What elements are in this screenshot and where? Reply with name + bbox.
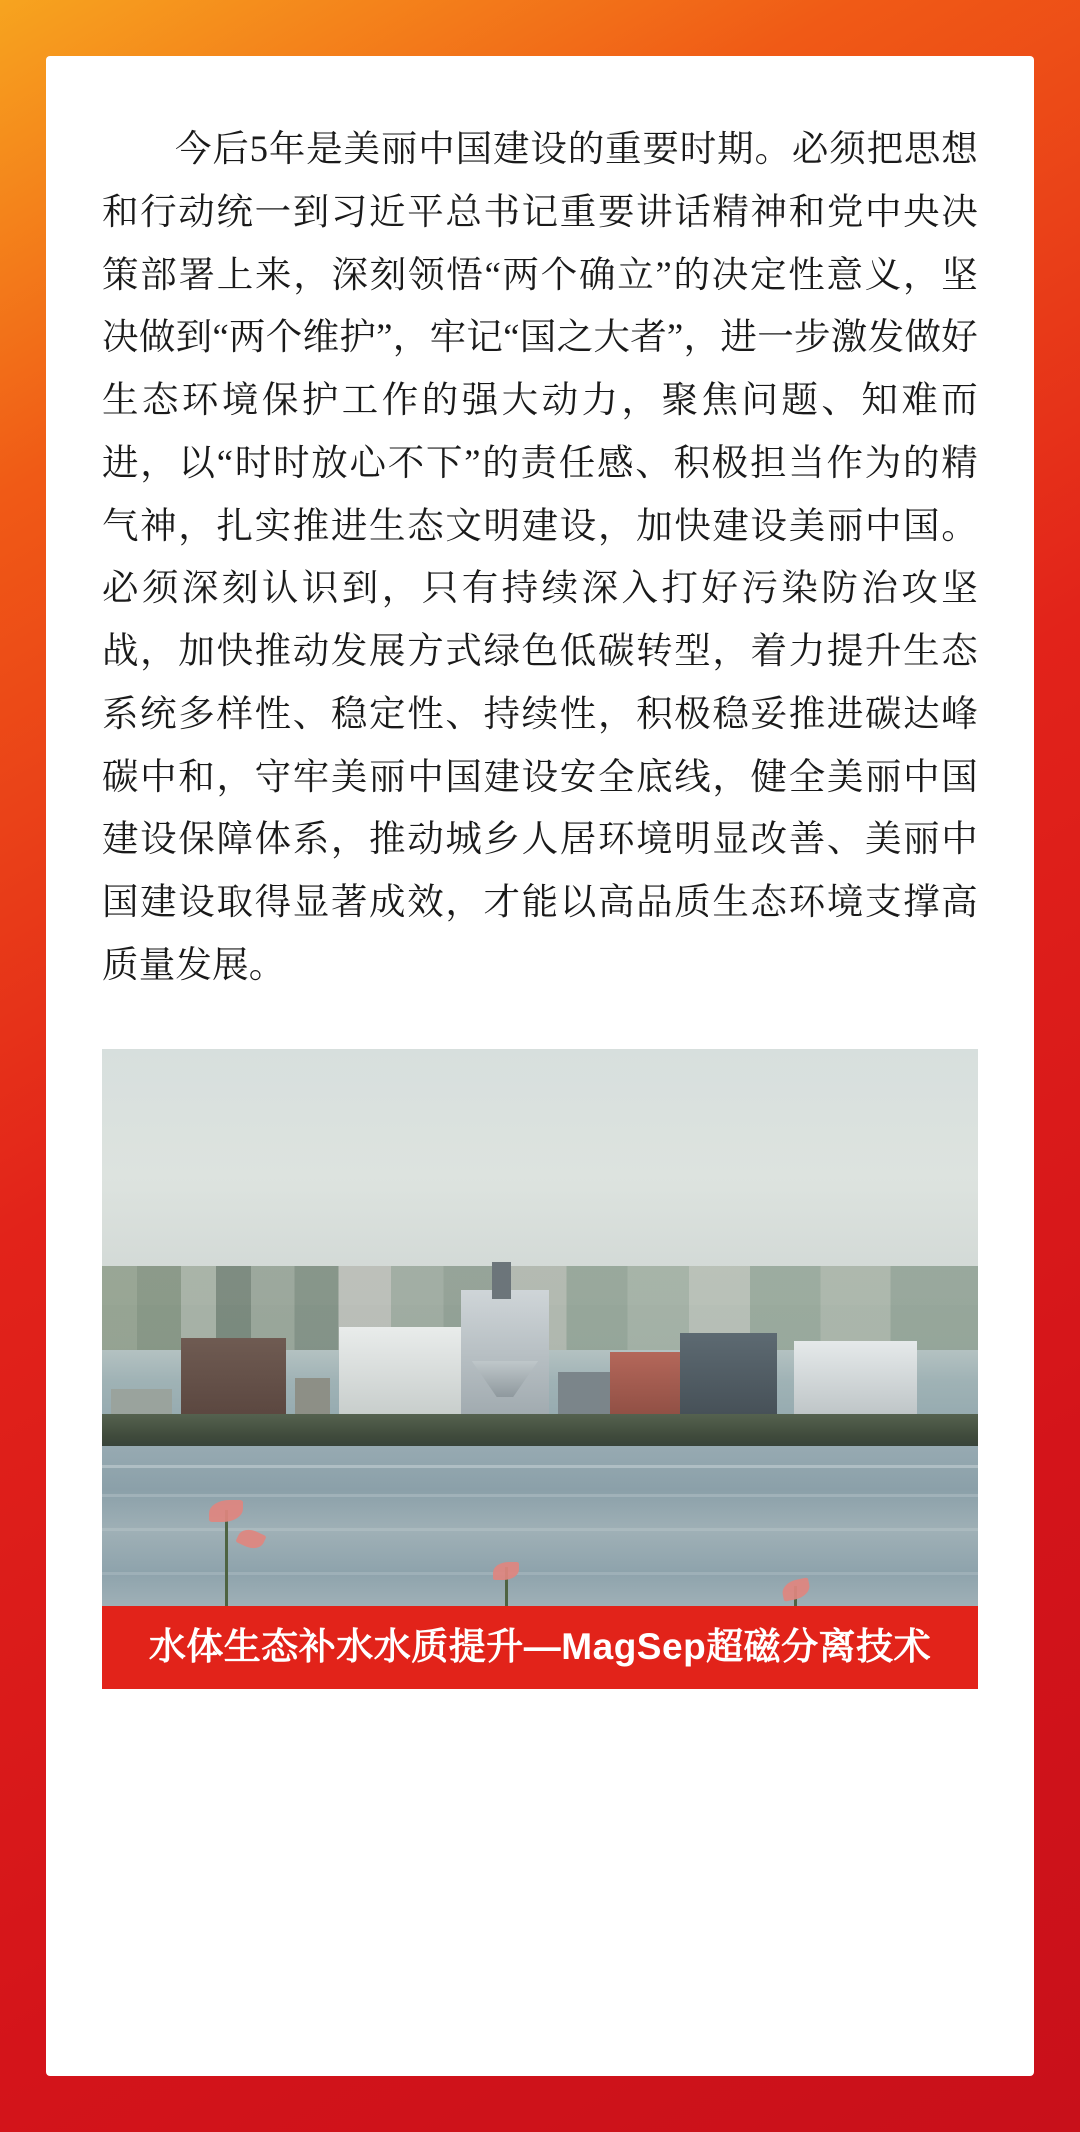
water-ripple xyxy=(102,1528,978,1531)
water-ripple xyxy=(102,1465,978,1468)
equipment-mast xyxy=(492,1262,511,1299)
building-white-hall xyxy=(339,1327,462,1420)
magsep-equipment-tower xyxy=(461,1290,549,1420)
content-card xyxy=(46,56,1034,2076)
building-dark-warehouse xyxy=(680,1333,776,1420)
water-ripple xyxy=(102,1572,978,1575)
figure-block xyxy=(102,1049,978,1689)
building-brick xyxy=(610,1352,680,1420)
water-ripple xyxy=(102,1494,978,1497)
building-brown-shed xyxy=(181,1338,286,1420)
photo-image xyxy=(102,1049,978,1689)
article-body xyxy=(102,118,978,997)
figure-caption: 水体生态补水水质提升—MagSep超磁分离技术 xyxy=(102,1606,978,1689)
article-paragraph: 今后5年是美丽中国建设的重要时期。必须把思想和行动统一到习近平总书记重要讲话精神和党中央决策部署上来，深刻领悟“两个确立”的决定性意义，坚决做到“两个维护”，牢记“国之大者”，进一步激发做好生态环境保护工作的强大动力，聚焦问题、知难而进，以“时时放心不下”的责任感、积极担当作为的精气神，扎实推进生态文明建设，加快建设美丽中国。必须深刻认识到，只有持续深入打好污染防治攻坚战，加快推动发展方式绿色低碳转型，着力提升生态系统多样性、稳定性、持续性，积极稳妥推进碳达峰碳中和，守牢美丽中国建设安全底线，健全美丽中国建设保障体系，推动城乡人居环境明显改善、美丽中国建设取得显著成效，才能以高品质生态环境支撑高质量发展。 xyxy=(102,128,978,985)
industrial-plant-group xyxy=(102,1279,978,1420)
building-office xyxy=(794,1341,917,1420)
